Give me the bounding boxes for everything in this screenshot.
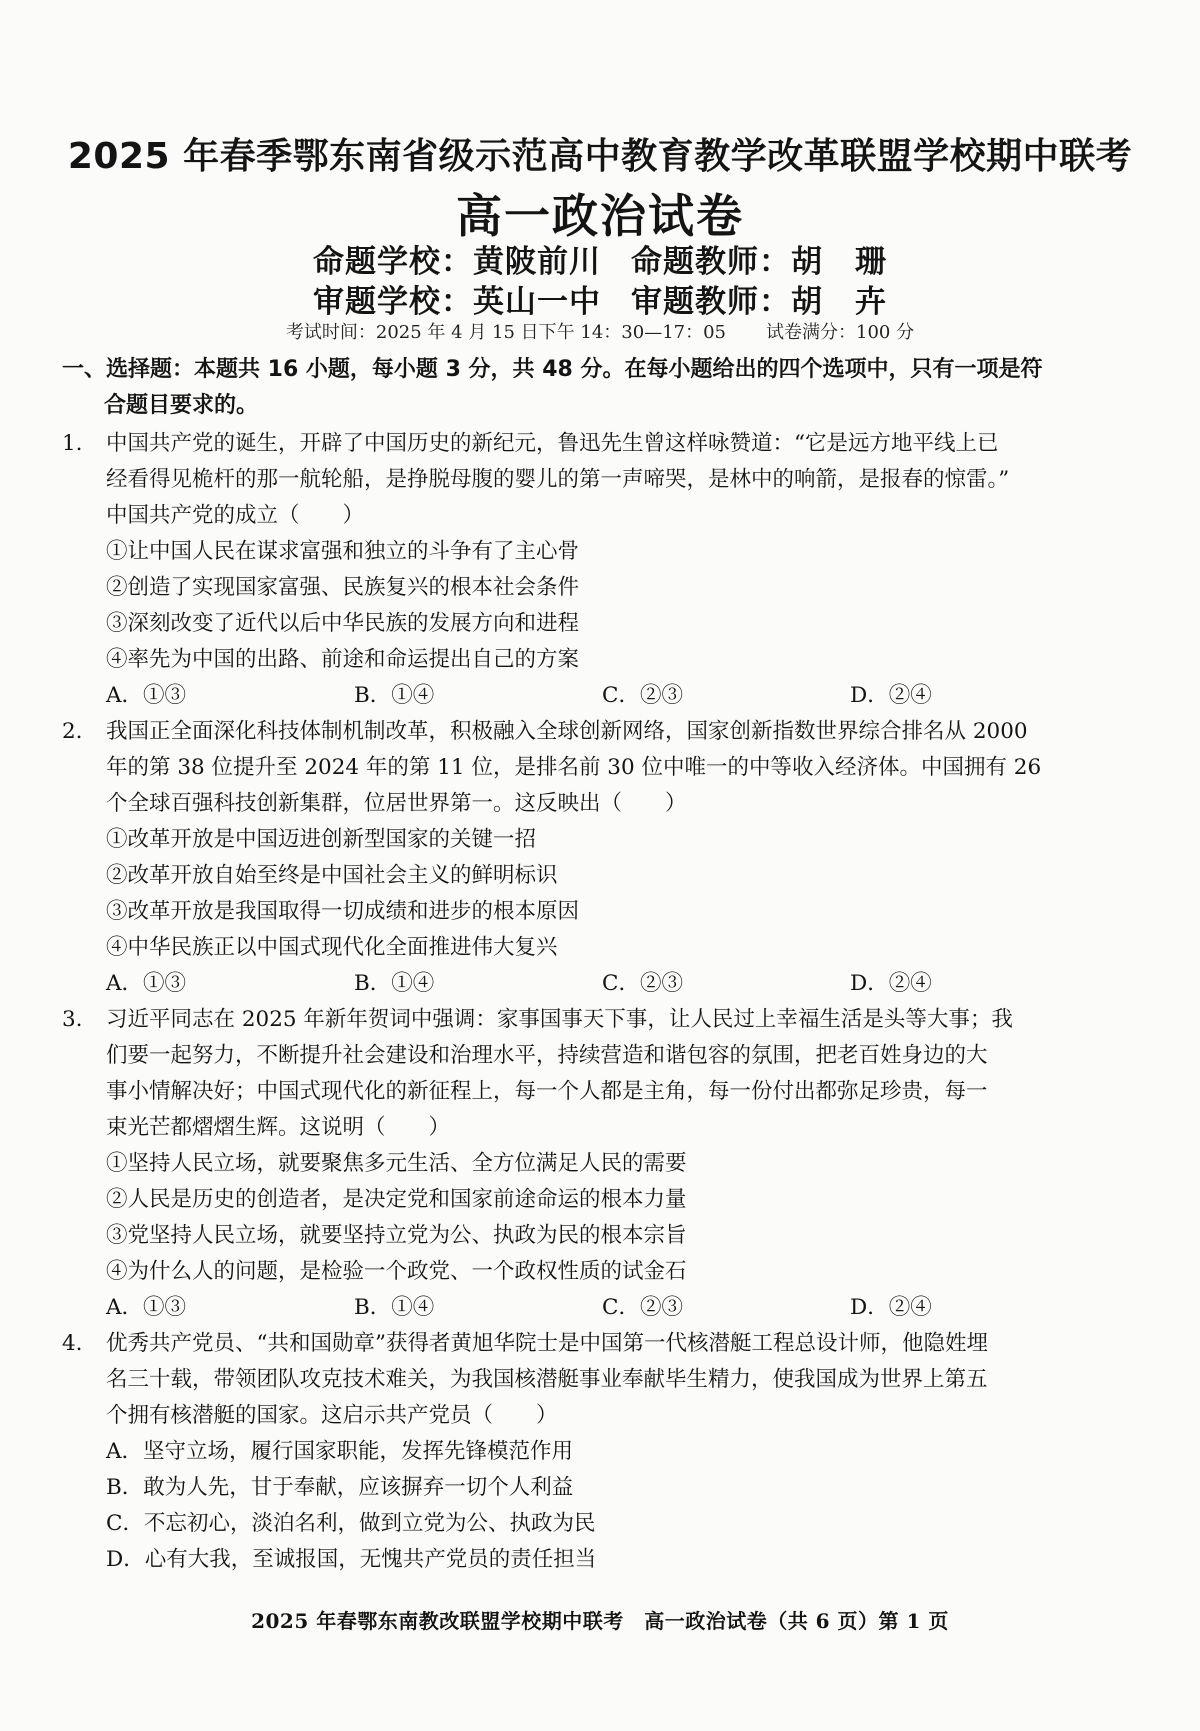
reviewer-line <box>0 276 1200 321</box>
question <box>62 1002 1142 1326</box>
answer-option: C．不忘初心，淡泊名利，做到立党为公、执政为民 <box>106 1511 596 1536</box>
question-number: 3. <box>62 1007 83 1032</box>
question <box>62 714 1142 1002</box>
statement-item: ③党坚持人民立场，就要坚持立党为公、执政为民的根本宗旨 <box>106 1223 687 1248</box>
option-b: B．①④ <box>354 1295 435 1320</box>
setter-school: 命题学校：黄陂前川 <box>313 244 601 280</box>
question-list <box>62 426 1142 1578</box>
option-a: A．①③ <box>106 683 187 708</box>
section-instructions-line: 一、选择题：本题共 16 小题，每小题 3 分，共 48 分。在每小题给出的四个选项中，只有一项是符 <box>62 357 1043 382</box>
statement-item: ②改革开放自始至终是中国社会主义的鲜明标识 <box>106 863 558 888</box>
question <box>62 1326 1142 1578</box>
section-heading <box>62 352 1142 424</box>
question-stem-line: 名三十载，带领团队攻克技术难关，为我国核潜艇事业奉献毕生精力，使我国成为世界上第五 <box>106 1367 988 1392</box>
question-number: 2. <box>62 719 83 744</box>
page-footer: 2025 年春鄂东南教改联盟学校期中联考 高一政治试卷（共 6 页）第 1 页 <box>251 1609 949 1633</box>
question-stem-line: 中国共产党的诞生，开辟了中国历史的新纪元，鲁迅先生曾这样咏赞道：“它是远方地平线上已 <box>106 431 999 456</box>
option-a: A．①③ <box>106 971 187 996</box>
question <box>62 426 1142 714</box>
exam-time: 考试时间：2025 年 4 月 15 日下午 14：30—17：05 <box>285 322 727 343</box>
setter-teacher: 命题教师：胡 珊 <box>631 244 887 280</box>
question-stem-line: 中国共产党的成立（ ） <box>106 503 365 528</box>
question-stem-line: 事小情解决好；中国式现代化的新征程上，每一个人都是主角，每一份付出都弥足珍贵，每一 <box>106 1079 988 1104</box>
statement-item: ①改革开放是中国迈进创新型国家的关键一招 <box>106 827 537 852</box>
exam-title: 2025 年春季鄂东南省级示范高中教育教学改革联盟学校期中联考 <box>67 136 1133 177</box>
statement-item: ④率先为中国的出路、前途和命运提出自己的方案 <box>106 647 580 672</box>
statement-item: ④中华民族正以中国式现代化全面推进伟大复兴 <box>106 935 558 960</box>
answer-option: A．坚守立场，履行国家职能，发挥先锋模范作用 <box>106 1439 574 1464</box>
setter-line <box>0 236 1200 281</box>
question-number: 4. <box>62 1331 83 1356</box>
statement-item: ②创造了实现国家富强、民族复兴的根本社会条件 <box>106 575 580 600</box>
answer-options <box>106 966 1142 1002</box>
answer-options <box>106 1290 1142 1326</box>
option-b: B．①④ <box>354 971 435 996</box>
full-score: 试卷满分：100 分 <box>766 322 915 343</box>
section-instructions-line: 合题目要求的。 <box>104 393 259 418</box>
option-a: A．①③ <box>106 1295 187 1320</box>
question-stem-line: 优秀共产党员、“共和国勋章”获得者黄旭华院士是中国第一代核潜艇工程总设计师，他隐姓埋 <box>106 1331 988 1356</box>
statement-item: ④为什么人的问题，是检验一个政党、一个政权性质的试金石 <box>106 1259 687 1284</box>
statement-item: ②人民是历史的创造者，是决定党和国家前途命运的根本力量 <box>106 1187 687 1212</box>
exam-meta <box>0 318 1200 344</box>
reviewer-teacher: 审题教师：胡 卉 <box>631 284 887 320</box>
question-stem-line: 们要一起努力，不断提升社会建设和治理水平，持续营造和谐包容的氛围，把老百姓身边的大 <box>106 1043 988 1068</box>
reviewer-school: 审题学校：英山一中 <box>313 284 601 320</box>
statement-item: ③深刻改变了近代以后中华民族的发展方向和进程 <box>106 611 580 636</box>
option-d: D．②④ <box>850 971 932 996</box>
paper-subject-title: 高一政治试卷 <box>456 189 744 243</box>
option-d: D．②④ <box>850 683 932 708</box>
question-stem-line: 经看得见桅杆的那一航轮船，是挣脱母腹的婴儿的第一声啼哭，是林中的响箭，是报春的惊雷。” <box>106 467 1010 492</box>
question-stem-line: 束光芒都熠熠生辉。这说明（ ） <box>106 1115 451 1140</box>
answer-options <box>106 678 1142 714</box>
option-c: C．②③ <box>602 971 683 996</box>
statement-item: ①让中国人民在谋求富强和独立的斗争有了主心骨 <box>106 539 580 564</box>
question-stem-line: 个全球百强科技创新集群，位居世界第一。这反映出（ ） <box>106 791 687 816</box>
question-stem-line: 年的第 38 位提升至 2024 年的第 11 位，是排名前 30 位中唯一的中等收入经济体。中国拥有 26 <box>106 755 1042 780</box>
question-number: 1. <box>62 431 83 456</box>
option-c: C．②③ <box>602 683 683 708</box>
answer-option: B．敢为人先，甘于奉献，应该摒弃一切个人利益 <box>106 1475 574 1500</box>
question-stem-line: 习近平同志在 2025 年新年贺词中强调：家事国事天下事，让人民过上幸福生活是头等大事；我 <box>106 1007 1013 1032</box>
question-stem-line: 个拥有核潜艇的国家。这启示共产党员（ ） <box>106 1403 558 1428</box>
option-d: D．②④ <box>850 1295 932 1320</box>
question-stem-line: 我国正全面深化科技体制机制改革，积极融入全球创新网络，国家创新指数世界综合排名从 2000 <box>106 719 1028 744</box>
answer-option: D．心有大我，至诚报国，无愧共产党员的责任担当 <box>106 1547 597 1572</box>
option-b: B．①④ <box>354 683 435 708</box>
option-c: C．②③ <box>602 1295 683 1320</box>
statement-item: ①坚持人民立场，就要聚焦多元生活、全方位满足人民的需要 <box>106 1151 687 1176</box>
statement-item: ③改革开放是我国取得一切成绩和进步的根本原因 <box>106 899 580 924</box>
